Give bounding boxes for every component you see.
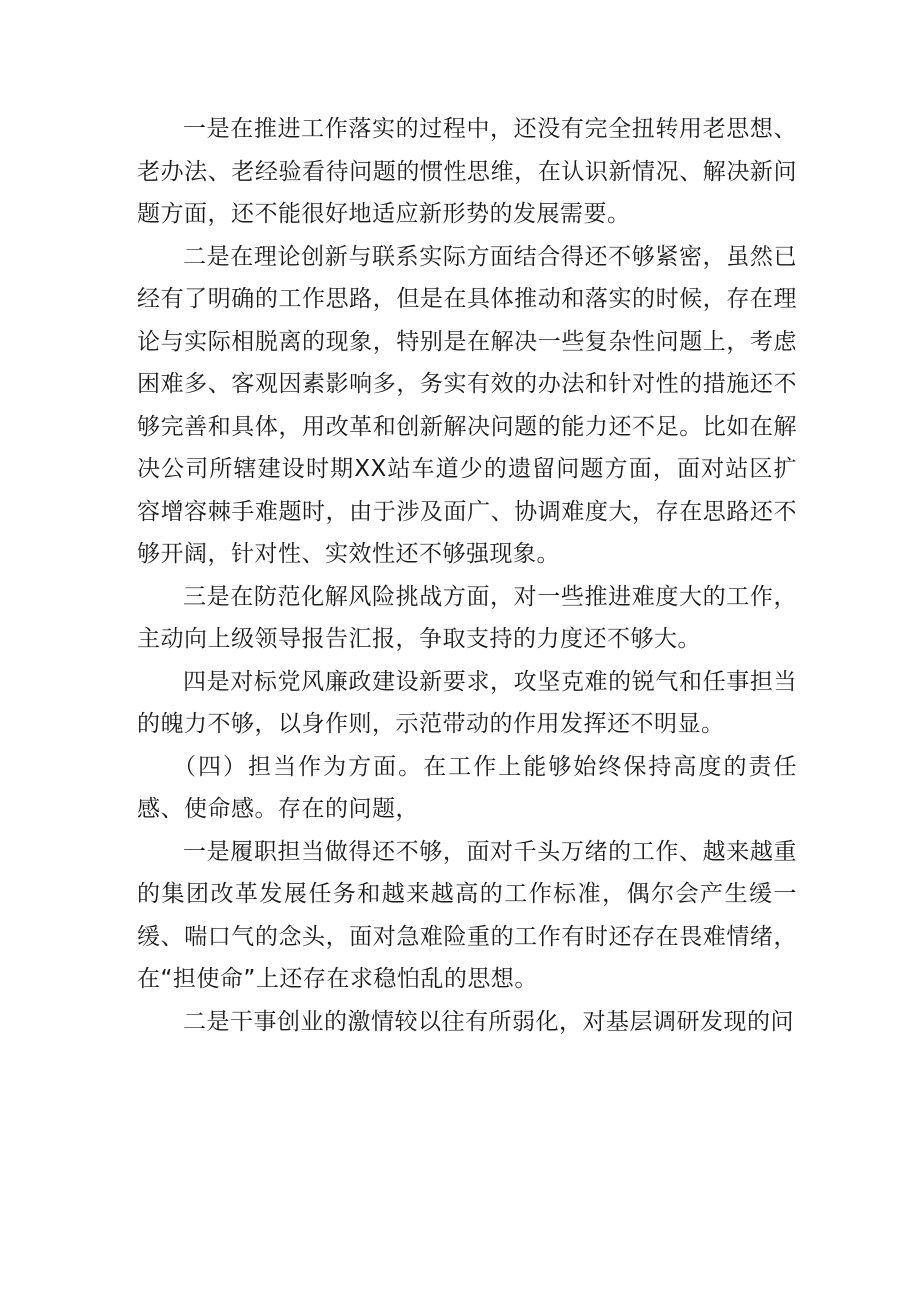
paragraph-7: 二是干事创业的激情较以往有所弱化，对基层调研发现的问	[183, 1008, 794, 1035]
paragraph-1: 一是在推进工作落实的过程中，还没有完全扭转用老思想、老办法、老经验看待问题的惯性思维，在认识新情况、解决新问题方面，还不能很好地适应新形势的发展需要。	[137, 116, 797, 227]
document-body	[137, 108, 797, 1043]
paragraph-4: 四是对标党风廉政建设新要求，攻坚克难的锐气和任事担当的魄力不够，以身作则，示范带动的作用发挥还不明显。	[137, 668, 797, 737]
paragraph-3: 三是在防范化解风险挑战方面，对一些推进难度大的工作，主动向上级领导报告汇报，争取支持的力度还不够大。	[137, 583, 797, 652]
section-heading-paragraph: （四）担当作为方面。在工作上能够始终保持高度的责任感、使命感。存在的问题，	[137, 753, 797, 822]
paragraph-2: 二是在理论创新与联系实际方面结合得还不够紧密，虽然已经有了明确的工作思路，但是在具体推动和落实的时候，存在理论与实际相脱离的现象，特别是在解决一些复杂性问题上，考虑困难多、客观因素影响多，务实有效的办法和针对性的措施还不够完善和具体，用改革和创新解决问题的能力还不足。比如在解决公司所辖建设时期XX站车道少的遗留问题方面，面对站区扩容增容棘手难题时，由于涉及面广、协调难度大，存在思路还不够开阔，针对性、实效性还不够强现象。	[137, 243, 797, 567]
paragraph-6: 一是履职担当做得还不够，面对千头万绪的工作、越来越重的集团改革发展任务和越来越高的工作标准，偶尔会产生缓一缓、喘口气的念头，面对急难险重的工作有时还存在畏难情绪，在“担使命”上还存在求稳怕乱的思想。	[137, 838, 797, 992]
